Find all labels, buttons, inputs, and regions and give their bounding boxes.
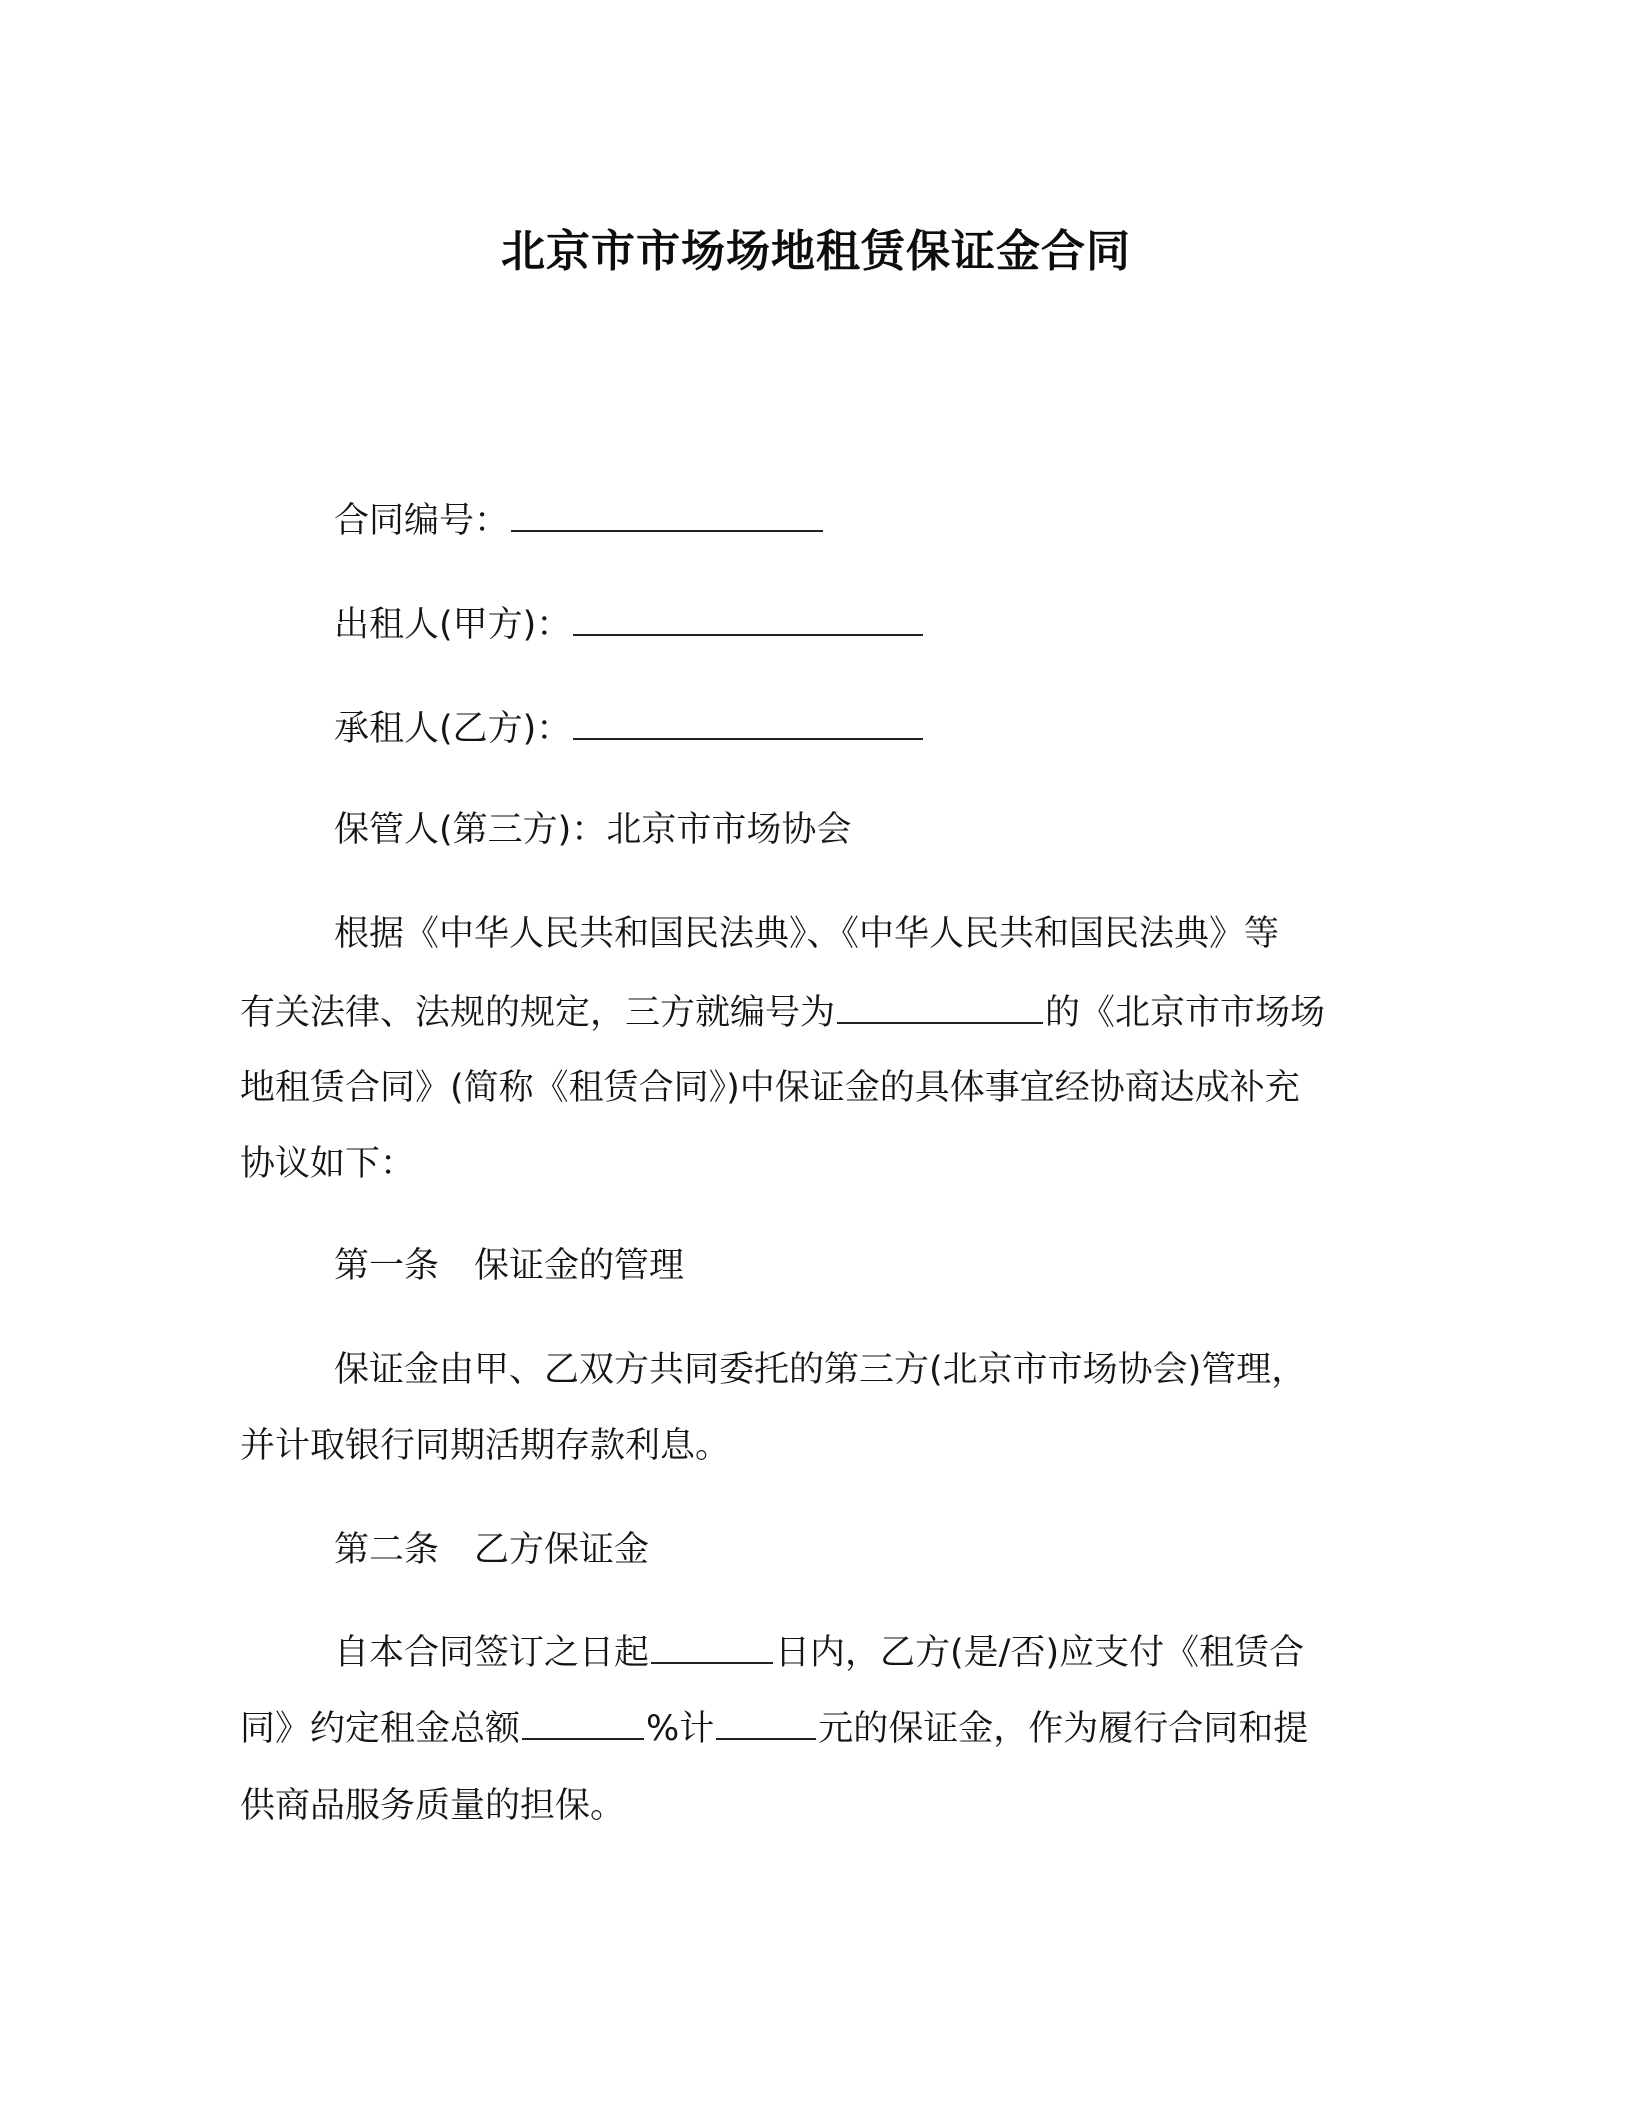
lessor-blank[interactable] xyxy=(573,600,923,636)
article-1-line-1: 保证金由甲、乙双方共同委托的第三方(北京市市场协会)管理， xyxy=(334,1350,1307,1390)
intro-line-1: 根据《中华人民共和国民法典》、《中华人民共和国民法典》等 xyxy=(334,914,1280,954)
intro-line-3: 地租赁合同》(简称《租赁合同》)中保证金的具体事宜经协商达成补充 xyxy=(240,1068,1300,1108)
intro-line-2 xyxy=(240,988,1325,1037)
lessee-field xyxy=(334,704,925,753)
custodian-field xyxy=(334,806,851,854)
article-2-line-2-text-b: %计 xyxy=(646,1709,715,1749)
document-title: 北京市市场场地租赁保证金合同 xyxy=(501,226,1131,277)
article-1-heading: 第一条 保证金的管理 xyxy=(334,1246,685,1286)
article-2-line-1-text-a: 自本合同签订之日起 xyxy=(334,1633,650,1673)
contract-number-label: 合同编号： xyxy=(334,501,510,541)
lessee-label: 承租人(乙方)： xyxy=(334,709,572,749)
intro-line-2-text-b: 的《北京市市场场 xyxy=(1045,993,1326,1033)
intro-line-2-text-a: 有关法律、法规的规定，三方就编号为 xyxy=(240,993,836,1033)
article-1-line-2: 并计取银行同期活期存款利息。 xyxy=(240,1426,731,1466)
article-2-heading: 第二条 乙方保证金 xyxy=(334,1530,650,1570)
reference-number-blank[interactable] xyxy=(837,988,1043,1024)
article-2-line-2-text-c: 元的保证金，作为履行合同和提 xyxy=(818,1709,1309,1749)
article-2-line-2 xyxy=(240,1704,1308,1753)
amount-blank[interactable] xyxy=(716,1704,816,1740)
article-2-line-3: 供商品服务质量的担保。 xyxy=(240,1786,626,1826)
lessee-blank[interactable] xyxy=(573,704,923,740)
contract-number-field xyxy=(334,496,825,545)
custodian-value: 北京市市场协会 xyxy=(606,810,852,850)
article-2-line-2-text-a: 同》约定租金总额 xyxy=(240,1709,521,1749)
contract-number-blank[interactable] xyxy=(511,496,823,532)
days-blank[interactable] xyxy=(651,1628,773,1664)
percentage-blank[interactable] xyxy=(522,1704,644,1740)
custodian-label: 保管人(第三方)： xyxy=(334,810,607,850)
article-2-line-1-text-b: 日内，乙方(是/否)应支付《租赁合 xyxy=(775,1633,1305,1673)
lessor-label: 出租人(甲方)： xyxy=(334,605,572,645)
intro-line-4: 协议如下： xyxy=(240,1144,416,1184)
article-2-line-1 xyxy=(334,1628,1304,1677)
lessor-field xyxy=(334,600,925,649)
